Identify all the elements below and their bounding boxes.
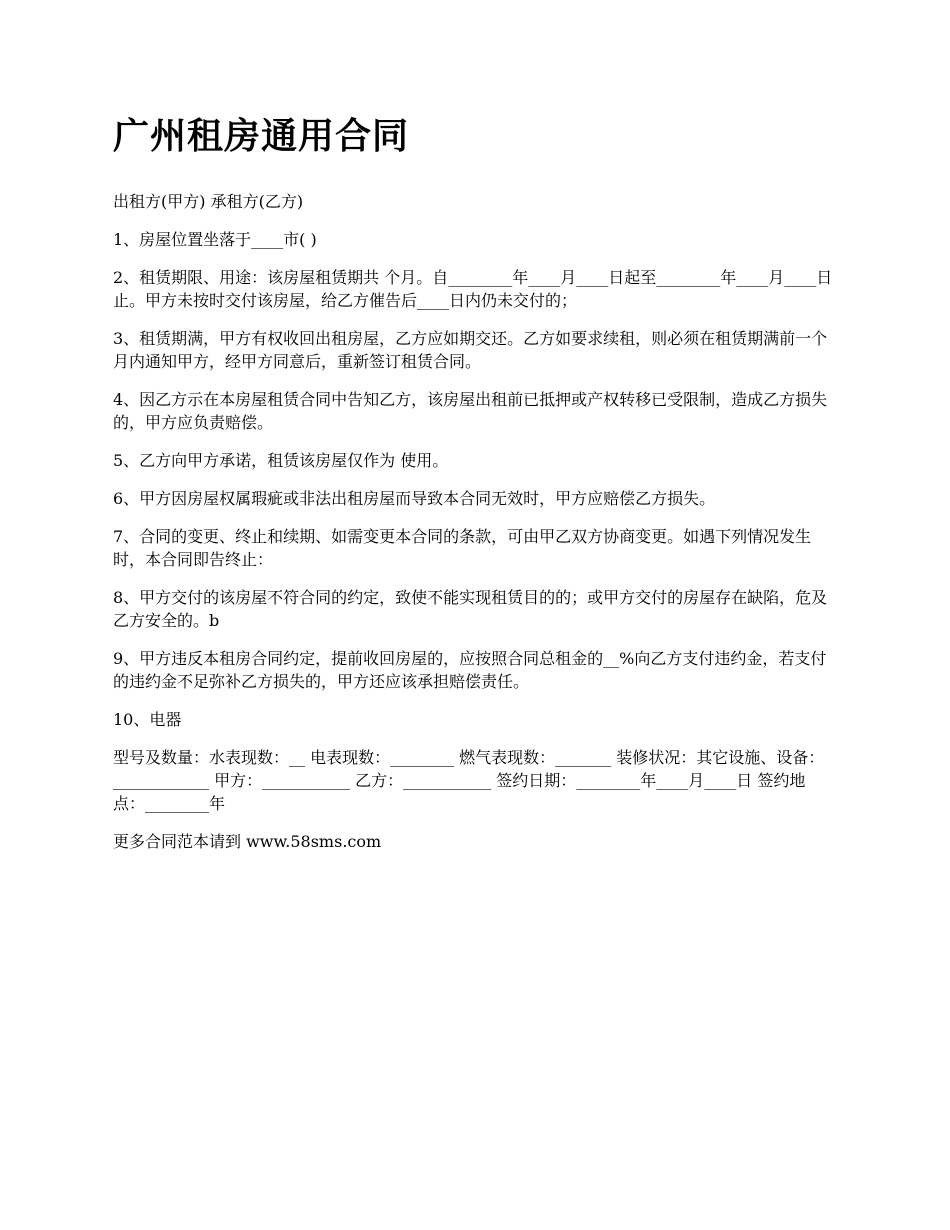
clause-7: 7、合同的变更、终止和续期、如需变更本合同的条款，可由甲乙双方协商变更。如遇下列情况发生时，本合同即告终止： — [113, 527, 812, 569]
clause-3: 3、租赁期满，甲方有权收回出租房屋，乙方应如期交还。乙方如要求续租，则必须在租赁期满前一个月内通知甲方，经甲方同意后，重新签订租赁合同。 — [113, 329, 828, 371]
clause-6: 6、甲方因房屋权属瑕疵或非法出租房屋而导致本合同无效时，甲方应赔偿乙方损失。 — [113, 489, 716, 508]
parties-line: 出租方(甲方) 承租方(乙方) — [113, 192, 304, 211]
document-page — [113, 112, 835, 868]
clause-4: 4、因乙方示在本房屋租赁合同中告知乙方，该房屋出租前已抵押或产权转移已受限制，造成乙方损失的，甲方应负责赔偿。 — [113, 390, 828, 432]
clause-8: 8、甲方交付的该房屋不符合同的约定，致使不能实现租赁目的的；或甲方交付的房屋存在缺陷，危及乙方安全的。b — [113, 588, 828, 630]
clause-10: 10、电器 — [113, 710, 182, 729]
clause-2: 2、租赁期限、用途：该房屋租赁期共 个月。自________年____月____日起至________年____月____日止。甲方未按时交付该房屋，给乙方催告后____日内仍未交付的； — [113, 268, 833, 310]
clause-1: 1、房屋位置坐落于____市( ) — [113, 230, 317, 249]
clause-5: 5、乙方向甲方承诺，租赁该房屋仅作为 使用。 — [113, 451, 449, 470]
footer-note: 更多合同范本请到 www.58sms.com — [113, 832, 382, 851]
clause-9: 9、甲方违反本租房合同约定，提前收回房屋的，应按照合同总租金的__%向乙方支付违约金，若支付的违约金不足弥补乙方损失的，甲方还应该承担赔偿责任。 — [113, 649, 827, 691]
document-title: 广州租房通用合同 — [113, 115, 410, 157]
signature-fields: 型号及数量：水表现数：__ 电表现数：________ 燃气表现数：_______ 装修状况：其它设施、设备：____________ 甲方：___________ 乙方：___________ 签约日期：________年____月____日 签约地点：________年 — [113, 748, 825, 813]
